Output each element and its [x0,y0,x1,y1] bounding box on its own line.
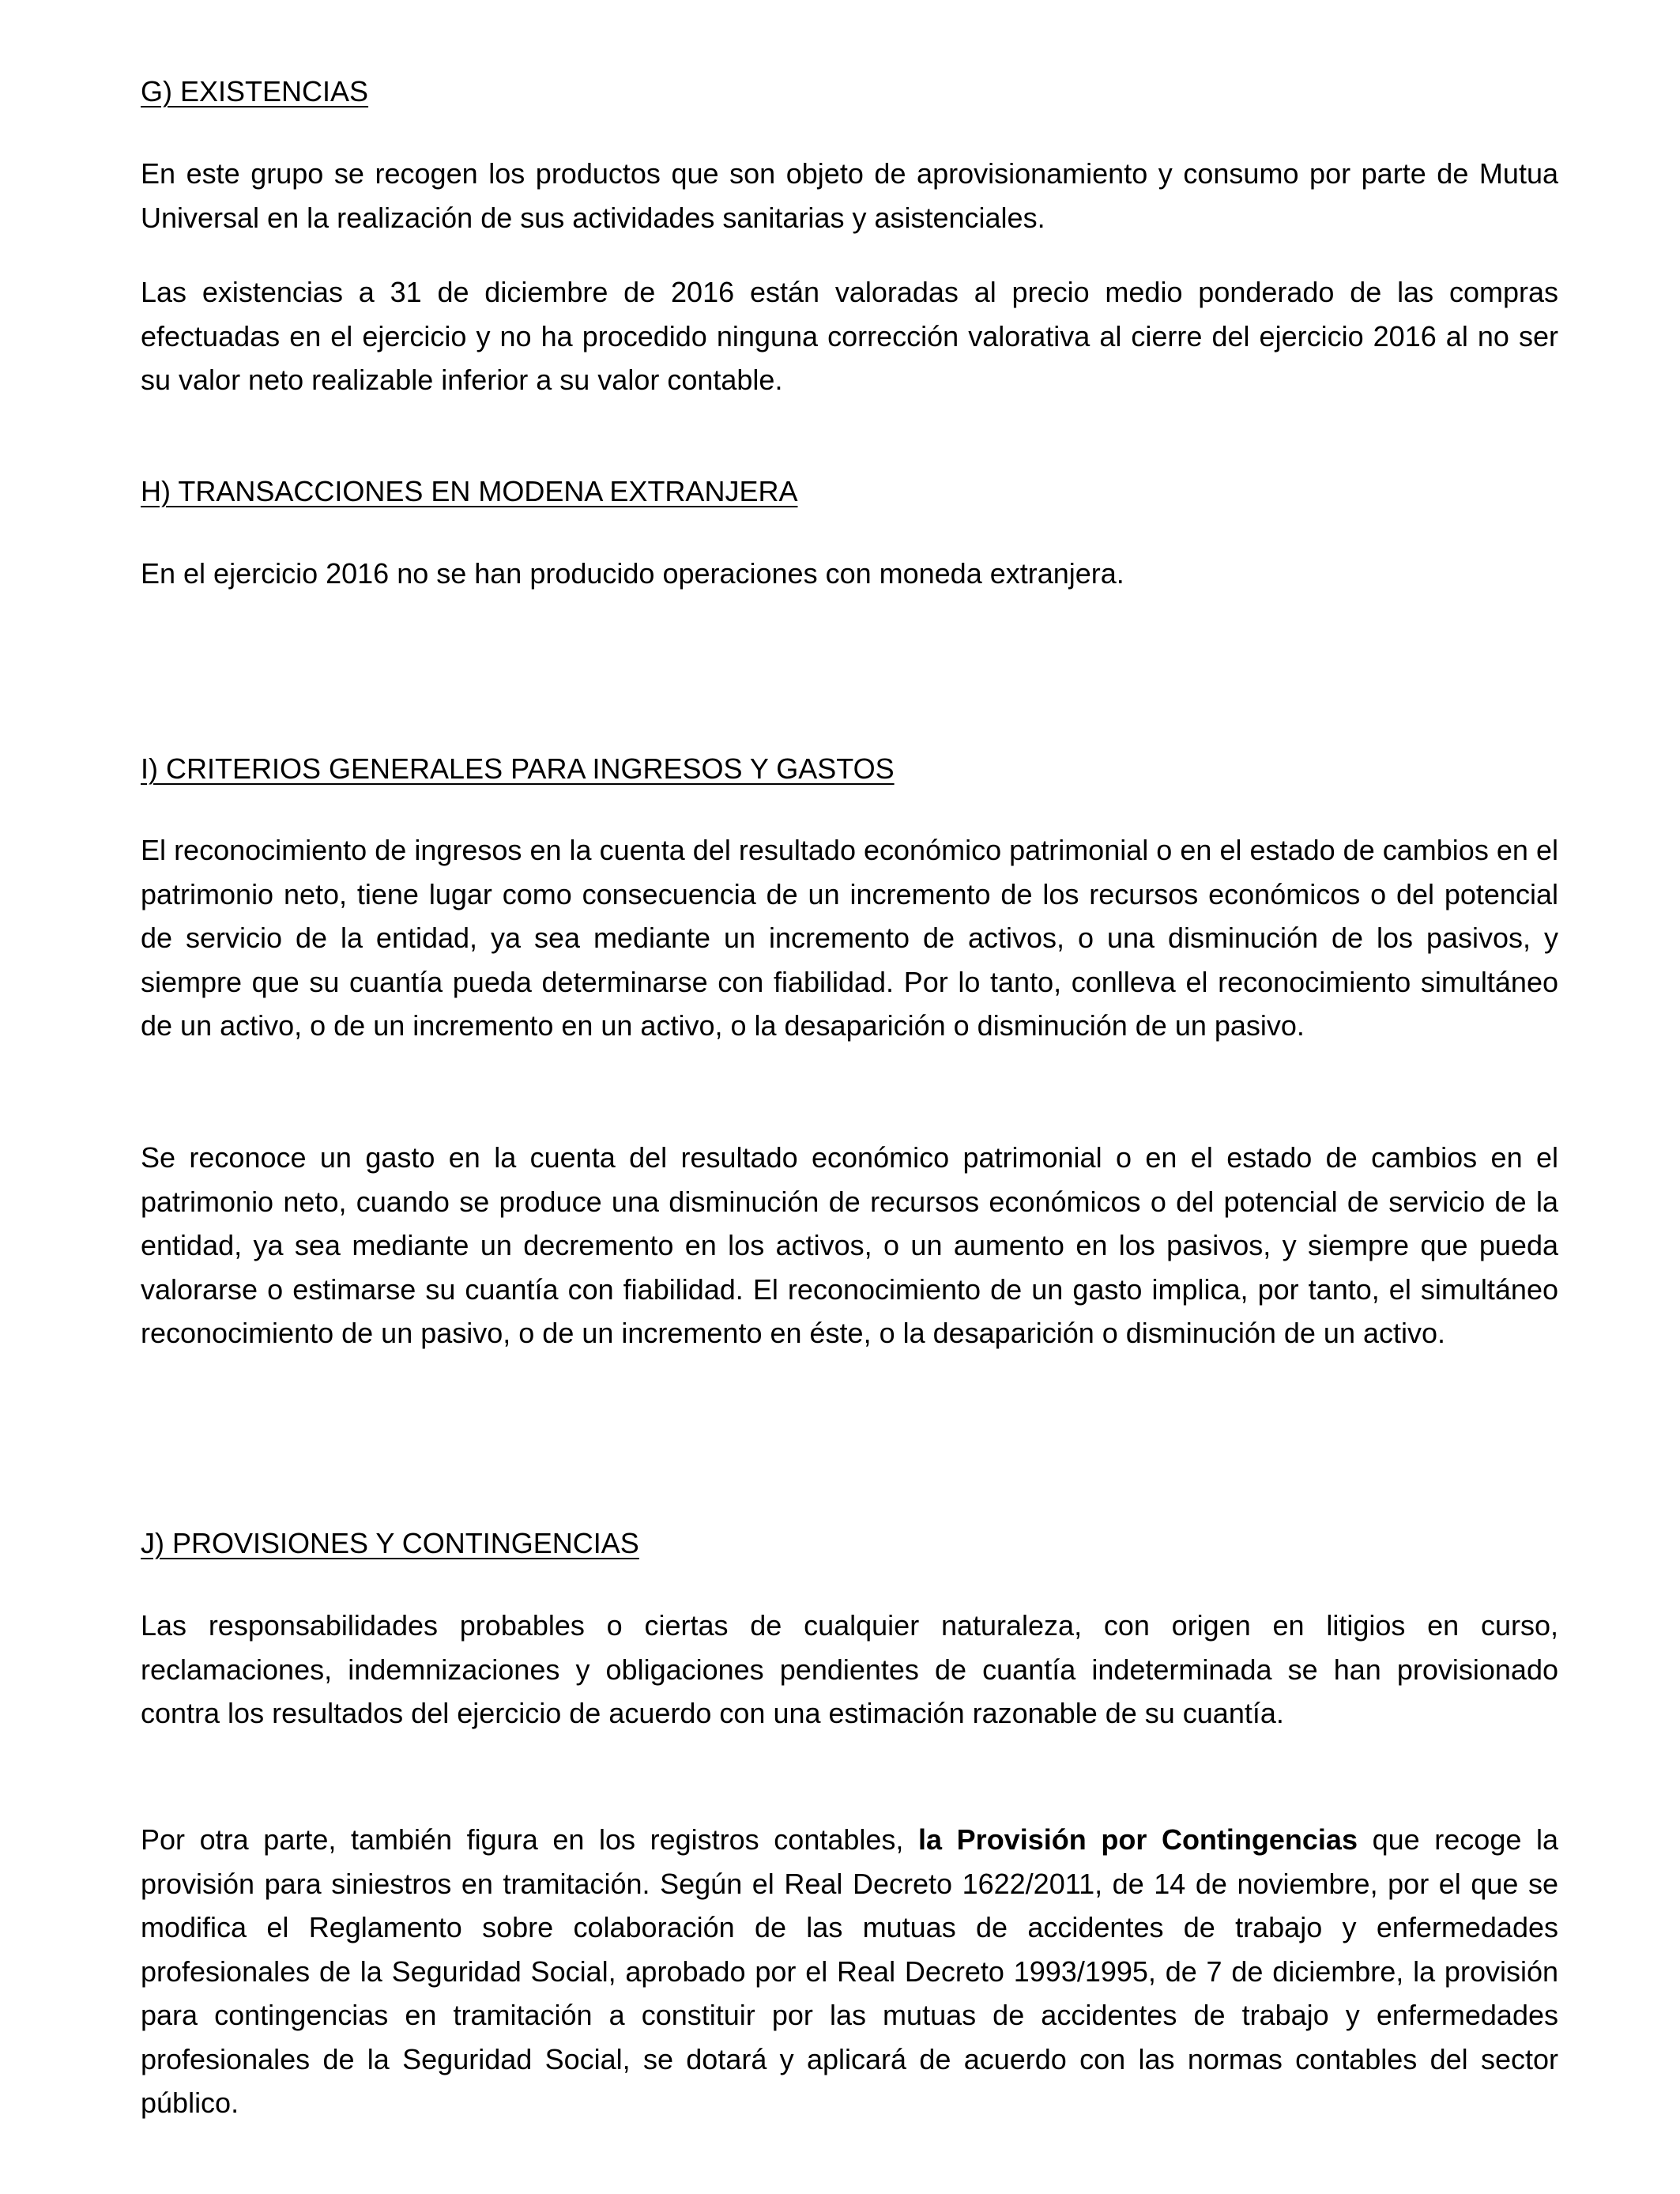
section-heading-provisiones: J) PROVISIONES Y CONTINGENCIAS [141,1527,639,1559]
paragraph-provisiones-1: Las responsabilidades probables o ciertas de cualquier naturaleza, con origen en litigios en curso, reclamaciones, indemnizaciones y obligaciones pendientes de cuantía indeterminada se han provisionado contra los resultados del ejercicio de acuerdo con una estimación razonable de su cuantía. [141,1609,1558,1729]
section-heading-transacciones: H) TRANSACCIONES EN MODENA EXTRANJERA [141,475,798,507]
section-heading-criterios: I) CRITERIOS GENERALES PARA INGRESOS Y GASTOS [141,752,895,785]
paragraph-provisiones-2-start: Por otra parte, también figura en los registros contables, [141,1823,919,1856]
paragraph-provisiones-2-rest: que recoge la provisión para siniestros en tramitación. Según el Real Decreto 1622/2011, de 14 de noviembre, por el que se modifica el Reglamento sobre colaboración de las mutuas de accidentes de trabajo y enfermedades profesionales de la Seguridad Social, aprobado por el Real Decreto 1993/1995, de 7 de diciembre, la provisión para contingencias en tramitación a constituir por las mutuas de accidentes de trabajo y enfermedades profesionales de la Seguridad Social, se dotará y aplicará de acuerdo con las normas contables del sector público. [141,1823,1559,2119]
paragraph-provisiones-2 [141,1818,1558,2125]
paragraph-transacciones-1: En el ejercicio 2016 no se han producido operaciones con moneda extranjera. [141,557,1124,590]
section-heading-existencias: G) EXISTENCIAS [141,75,369,107]
provision-contingencias-term: la Provisión por Contingencias [918,1823,1358,1856]
paragraph-existencias-1: En este grupo se recogen los productos que son objeto de aprovisionamiento y consumo por parte de Mutua Universal en la realización de sus actividades sanitarias y asistenciales. [141,157,1558,234]
paragraph-criterios-1: El reconocimiento de ingresos en la cuenta del resultado económico patrimonial o en el estado de cambios en el patrimonio neto, tiene lugar como consecuencia de un incremento de los recursos económicos o del potencial de servicio de la entidad, ya sea mediante un incremento de activos, o una disminución de los pasivos, y siempre que su cuantía pueda determinarse con fiabilidad. Por lo tanto, conlleva el reconocimiento simultáneo de un activo, o de un incremento en un activo, o la desaparición o disminución de un pasivo. [141,834,1558,1042]
paragraph-criterios-2: Se reconoce un gasto en la cuenta del resultado económico patrimonial o en el estado de cambios en el patrimonio neto, cuando se produce una disminución de recursos económicos o del potencial de servicio de la entidad, ya sea mediante un decremento en los activos, o un aumento en los pasivos, y siempre que pueda valorarse o estimarse su cuantía con fiabilidad. El reconocimiento de un gasto implica, por tanto, el simultáneo reconocimiento de un pasivo, o de un incremento en éste, o la desaparición o disminución de un activo. [141,1141,1558,1349]
paragraph-existencias-2: Las existencias a 31 de diciembre de 2016 están valoradas al precio medio ponderado de las compras efectuadas en el ejercicio y no ha procedido ninguna corrección valorativa al cierre del ejercicio 2016 al no ser su valor neto realizable inferior a su valor contable. [141,276,1558,396]
